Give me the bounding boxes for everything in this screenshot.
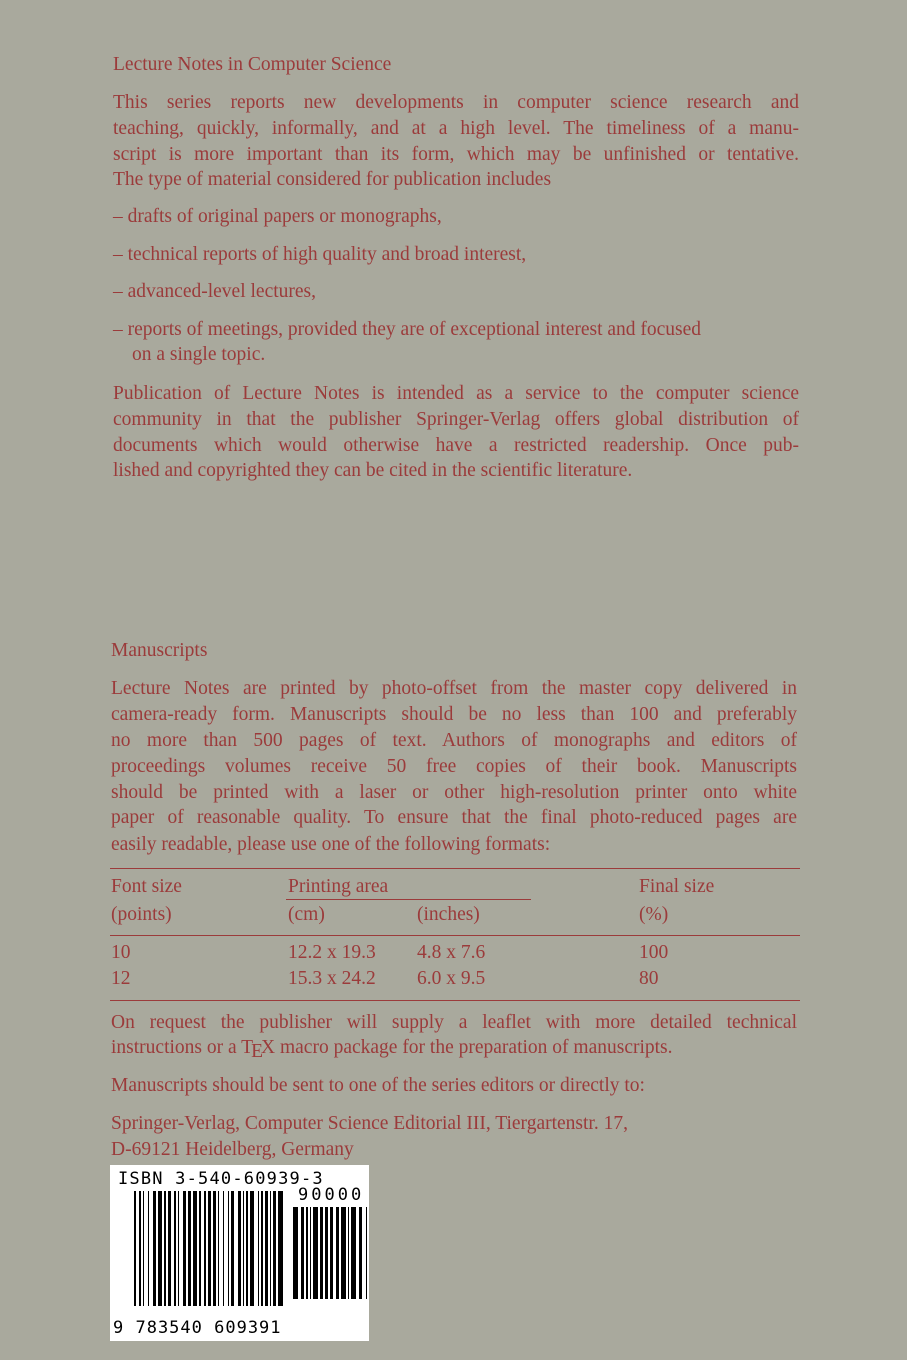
table-cell: 12.2 x 19.3 [288, 942, 376, 963]
barcode-bar [320, 1207, 323, 1299]
table-header: Printing area [288, 876, 389, 897]
barcode-bar [228, 1191, 230, 1306]
table-rule [110, 868, 800, 869]
barcode-bar [351, 1207, 356, 1299]
publication-line: community in that the publisher Springer-Verlag offers global distribution of [113, 409, 799, 430]
barcode-bar [208, 1191, 211, 1306]
bullet-item: – technical reports of high quality and broad interest, [113, 244, 527, 265]
manuscripts-line: easily readable, please use one of the following formats: [111, 834, 551, 855]
barcode-bar [168, 1191, 171, 1306]
barcode-bar [188, 1191, 191, 1306]
manuscripts-line: Lecture Notes are printed by photo-offset from the master copy delivered in [111, 678, 797, 699]
manuscripts-line: proceedings volumes receive 50 free copies of their book. Manuscripts [111, 756, 797, 777]
tex-t: instructions or a T [111, 1037, 254, 1058]
barcode-bar [258, 1191, 260, 1306]
barcode-bar [204, 1191, 206, 1306]
barcode-bar [293, 1207, 298, 1299]
series-title: Lecture Notes in Computer Science [113, 54, 392, 75]
table-header: (%) [639, 904, 669, 925]
manuscripts-line: camera-ready form. Manuscripts should be no less than 100 and preferably [111, 704, 797, 725]
publication-line: lished and copyrighted they can be cited in the scientific literature. [113, 460, 633, 481]
barcode-bar [218, 1191, 220, 1306]
intro-line: The type of material considered for publication includes [113, 169, 552, 190]
barcode-bar [366, 1207, 368, 1299]
barcode-bar [183, 1191, 186, 1306]
barcode-bar [359, 1207, 362, 1299]
table-cell: 100 [639, 942, 669, 963]
bullet-item: – reports of meetings, provided they are of exceptional interest and focused [113, 319, 702, 340]
barcode-bar [139, 1191, 141, 1306]
publication-line: documents which would otherwise have a restricted readership. Once pub- [113, 435, 799, 456]
barcode-bar [273, 1191, 276, 1306]
barcode-bar [243, 1191, 245, 1306]
manuscripts-line: no more than 500 pages of text. Authors of monographs and editors of [111, 730, 797, 751]
table-cell: 80 [639, 968, 659, 989]
barcode-bar [143, 1191, 145, 1306]
isbn-text: ISBN 3-540-60939-3 [118, 1169, 324, 1189]
barcode-bar [313, 1207, 318, 1299]
manuscripts-line: should be printed with a laser or other high-resolution printer onto white [111, 782, 797, 803]
intro-line: This series reports new developments in computer science research and [113, 92, 799, 113]
barcode-bar [213, 1191, 216, 1306]
barcode-bar [336, 1207, 339, 1299]
price-code: 90000 [298, 1185, 365, 1205]
barcode-bar [174, 1191, 176, 1306]
barcode-bar [178, 1191, 180, 1306]
table-rule [110, 935, 800, 936]
barcode-bar [330, 1207, 333, 1299]
barcode-bar [250, 1191, 255, 1306]
table-cell: 12 [111, 968, 131, 989]
barcode-bar [164, 1191, 166, 1306]
manuscripts-heading: Manuscripts [111, 640, 208, 661]
address-line: Springer-Verlag, Computer Science Editorial III, Tiergartenstr. 17, [111, 1113, 628, 1134]
table-rule [110, 1000, 800, 1001]
barcode-bar [270, 1191, 272, 1306]
barcode-bar [238, 1191, 241, 1306]
table-header: Font size [111, 876, 182, 897]
bullet-continuation: on a single topic. [132, 344, 266, 365]
barcode-bar [148, 1191, 150, 1306]
barcode-bar [231, 1191, 234, 1306]
bullet-item: – advanced-level lectures, [113, 281, 317, 302]
barcode-bar [341, 1207, 346, 1299]
table-cell: 6.0 x 9.5 [417, 968, 486, 989]
table-cell: 10 [111, 942, 131, 963]
table-header: (points) [111, 904, 172, 925]
barcode-bar [246, 1191, 248, 1306]
table-cell: 4.8 x 7.6 [417, 942, 486, 963]
tex-rest: X macro package for the preparation of manuscripts. [261, 1037, 673, 1058]
publication-line: Publication of Lecture Notes is intended as a service to the computer science [113, 383, 799, 404]
isbn-barcode [110, 1165, 369, 1341]
barcode-bar [158, 1191, 163, 1306]
barcode-bar [261, 1191, 263, 1306]
manuscripts-line: paper of reasonable quality. To ensure that the final photo-reduced pages are [111, 807, 797, 828]
barcode-bar [348, 1207, 350, 1299]
barcode-bar [265, 1191, 268, 1306]
intro-line: script is more important than its form, which may be unfinished or tentative. [113, 144, 799, 165]
barcode-bar [310, 1207, 312, 1299]
barcode-bar [134, 1191, 136, 1306]
barcode-bar [153, 1191, 156, 1306]
table-subrule [286, 899, 531, 900]
barcode-bar [278, 1191, 283, 1306]
table-header: (inches) [417, 904, 480, 925]
address-line: D-69121 Heidelberg, Germany [111, 1139, 354, 1160]
barcode-bar [193, 1191, 198, 1306]
table-cell: 15.3 x 24.2 [288, 968, 376, 989]
request-line [111, 1036, 797, 1060]
barcode-bar [199, 1191, 201, 1306]
intro-line: teaching, quickly, informally, and at a high level. The timeliness of a manu- [113, 118, 799, 139]
request-line: On request the publisher will supply a leaflet with more detailed technical [111, 1012, 797, 1033]
bullet-item: – drafts of original papers or monographs, [113, 206, 442, 227]
barcode-bar [325, 1207, 328, 1299]
tex-e: E [251, 1041, 264, 1062]
send-line: Manuscripts should be sent to one of the series editors or directly to: [111, 1075, 645, 1096]
ean-digits: 9 783540 609391 [113, 1318, 282, 1338]
barcode-bar [223, 1191, 225, 1306]
table-header: Final size [639, 876, 715, 897]
barcode-bar [301, 1207, 304, 1299]
barcode-bar [306, 1207, 308, 1299]
table-header: (cm) [288, 904, 325, 925]
